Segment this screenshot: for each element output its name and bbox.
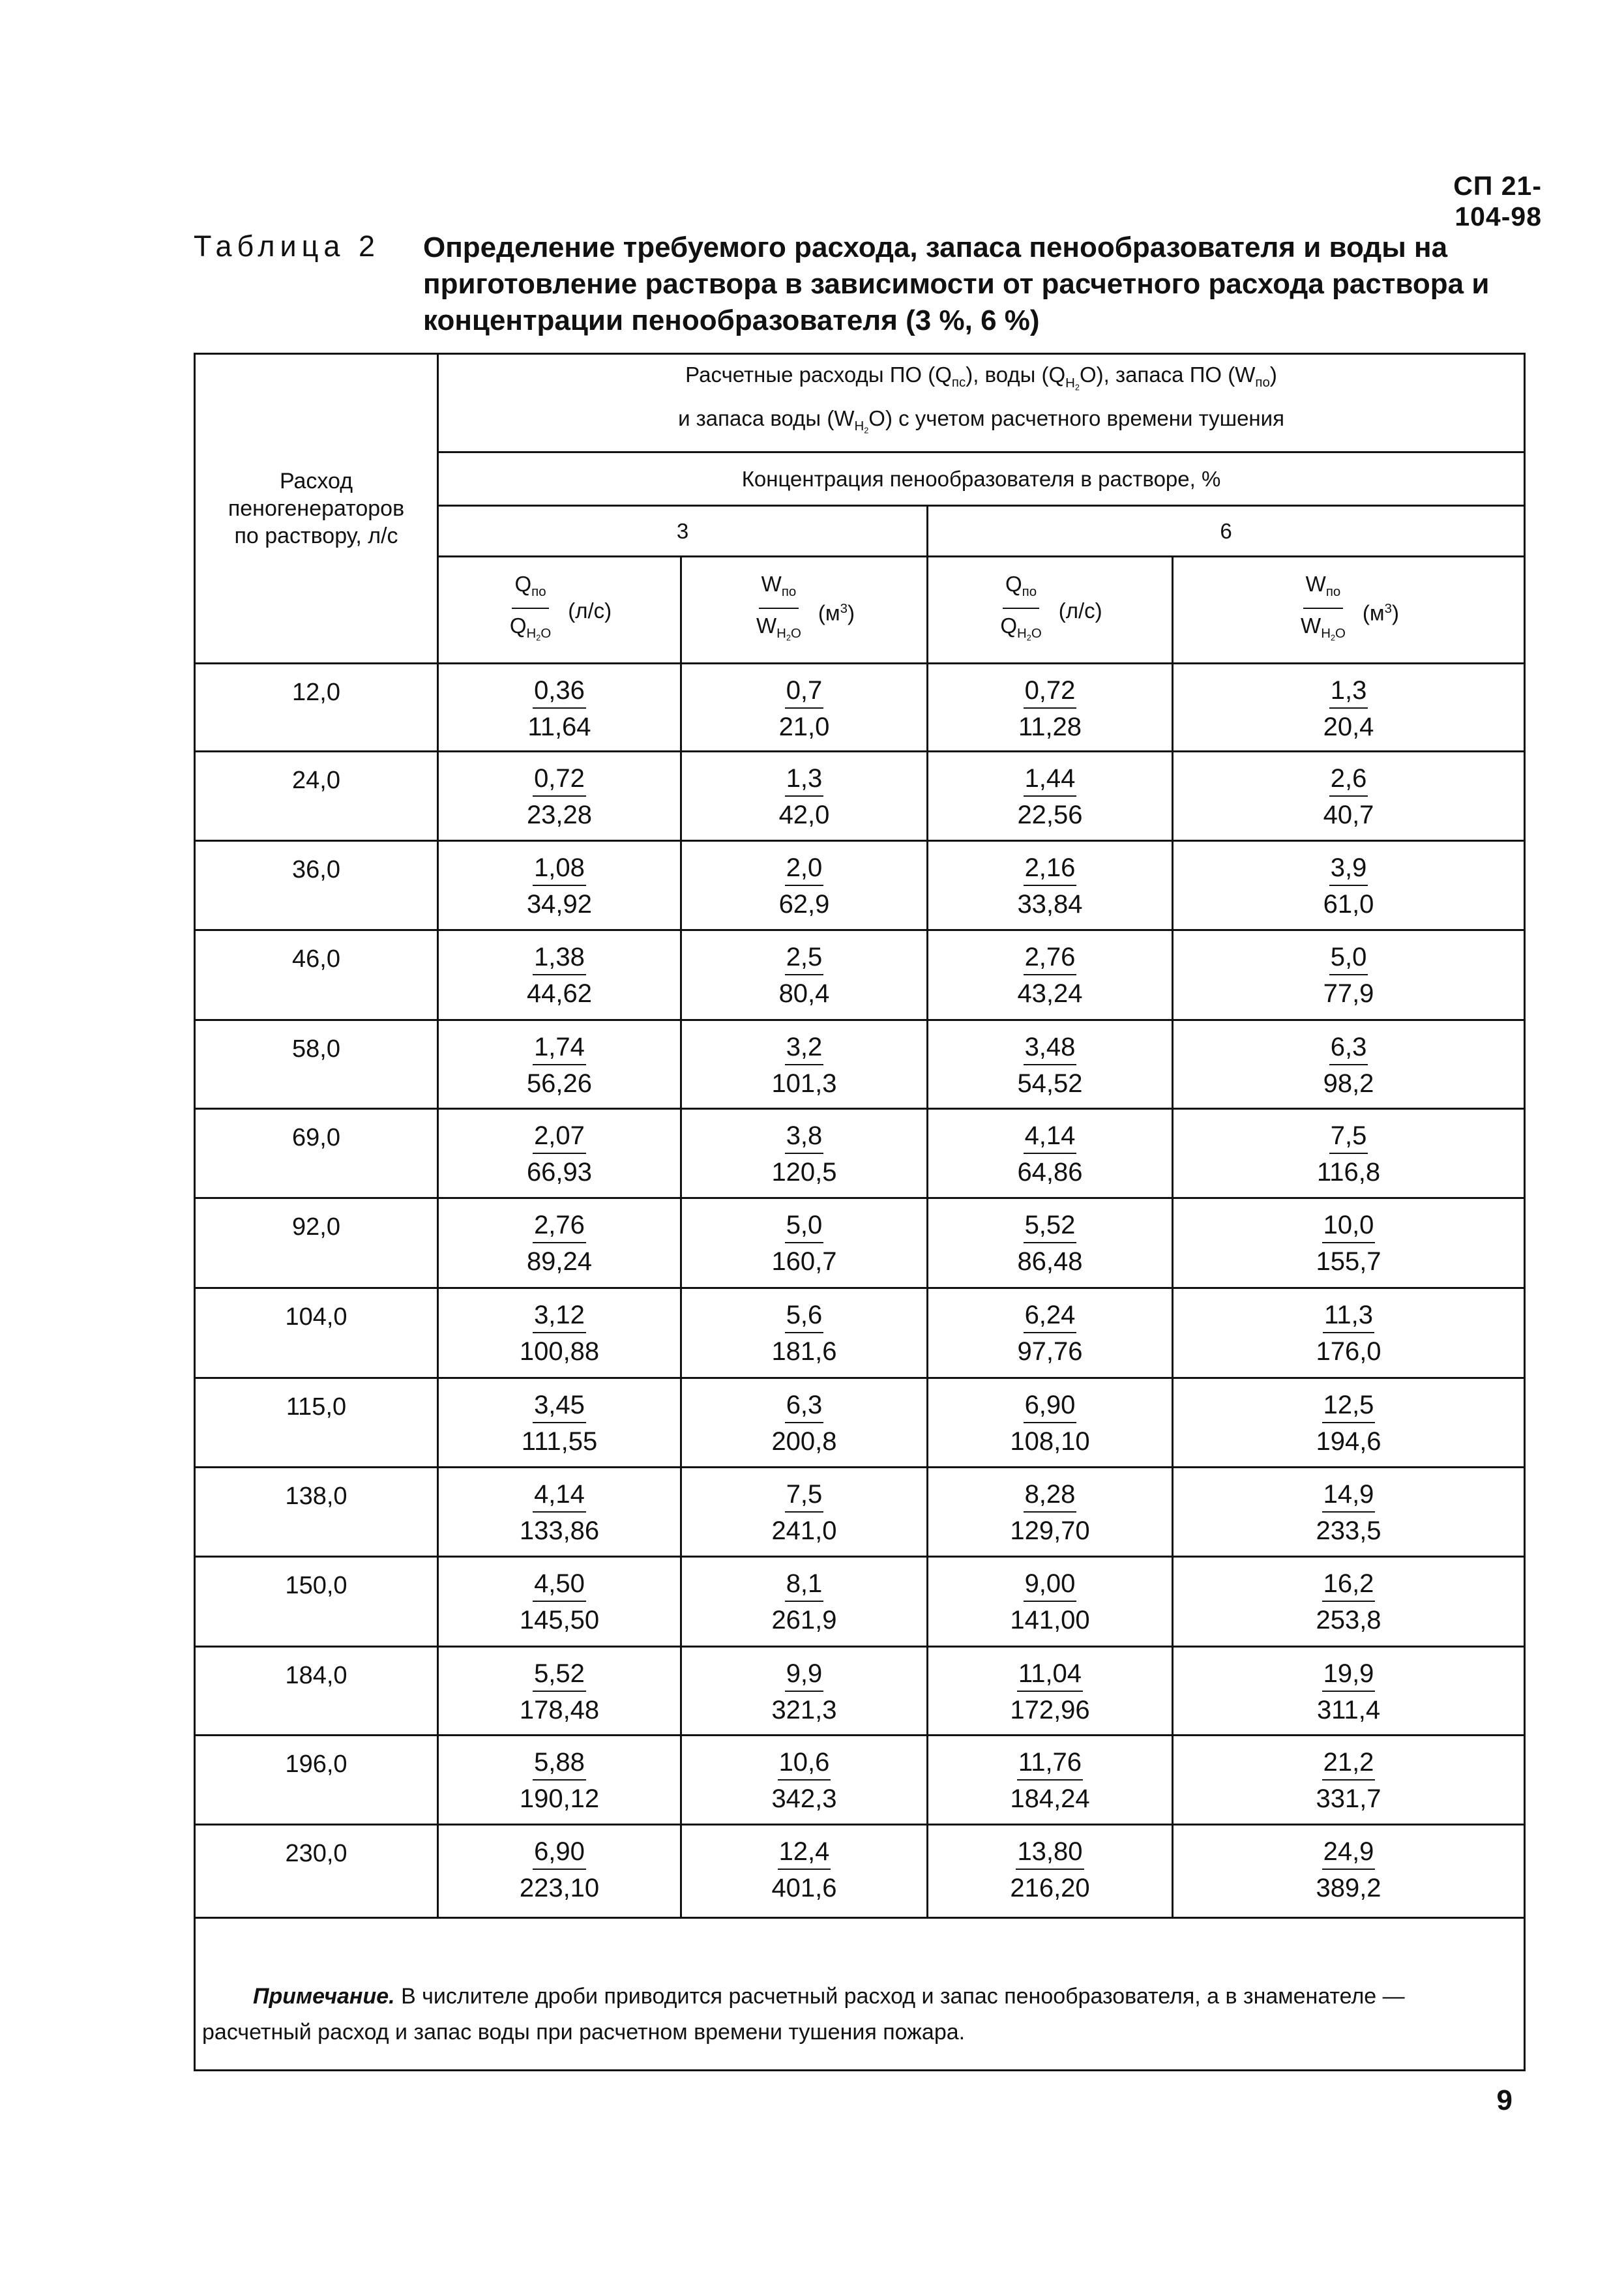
denominator: 116,8 [1316, 1158, 1381, 1187]
numerator: 2,76 [533, 1209, 586, 1243]
rate-cell: 104,0 [195, 1288, 438, 1378]
rate-column-header: Расход пеногенераторов по раствору, л/с [195, 354, 438, 664]
denominator: 101,3 [771, 1069, 837, 1099]
denominator: 33,84 [1017, 889, 1083, 919]
value-fraction [771, 1299, 836, 1367]
rate-cell: 92,0 [195, 1198, 438, 1288]
denominator: 145,50 [519, 1606, 600, 1635]
numerator: 11,76 [1017, 1747, 1083, 1781]
numerator: 2,5 [785, 941, 824, 975]
value-fraction [1323, 675, 1374, 743]
numerator: 1,3 [1329, 675, 1368, 709]
concentration-3-header: 3 [438, 506, 928, 557]
concentration-header: Концентрация пенообразователя в растворе, % [438, 452, 1525, 506]
denominator: 241,0 [771, 1516, 837, 1545]
value-fraction [771, 1836, 836, 1904]
denominator: 66,93 [526, 1158, 593, 1187]
denominator: 342,3 [771, 1784, 837, 1814]
rate-cell: 184,0 [195, 1647, 438, 1736]
numerator: 16,2 [1322, 1568, 1376, 1602]
denominator: 44,62 [526, 979, 593, 1008]
rate-cell: 196,0 [195, 1736, 438, 1825]
numerator: 9,9 [785, 1658, 824, 1692]
w3-cell [681, 1825, 928, 1917]
numerator: 6,24 [1024, 1299, 1077, 1333]
value-fraction [1323, 763, 1374, 831]
numerator: 1,08 [533, 852, 586, 886]
w6-cell [1173, 1736, 1525, 1825]
q3-cell [438, 1378, 681, 1467]
group-header [438, 354, 1525, 452]
numerator: 13,80 [1016, 1836, 1084, 1870]
denominator: 321,3 [771, 1696, 837, 1725]
value-fraction [527, 1120, 592, 1188]
rate-cell: 138,0 [195, 1467, 438, 1556]
numerator: 6,3 [1329, 1031, 1368, 1065]
numerator: 3,45 [533, 1389, 586, 1423]
denominator: 34,92 [526, 889, 593, 919]
denominator: 129,70 [1010, 1516, 1090, 1545]
numerator: 3,9 [1329, 852, 1368, 886]
denominator: 160,7 [771, 1247, 837, 1277]
numerator: 11,04 [1017, 1658, 1083, 1692]
numerator: 4,14 [533, 1479, 586, 1513]
denominator: 253,8 [1316, 1606, 1381, 1635]
w6-cell [1173, 1020, 1525, 1109]
denominator: 111,55 [521, 1426, 598, 1456]
numerator: 0,7 [785, 675, 824, 709]
table-row [195, 1198, 1525, 1288]
denominator: 77,9 [1323, 979, 1374, 1008]
q3-cell [438, 1288, 681, 1378]
value-fraction [520, 1747, 599, 1814]
value-fraction [771, 1389, 836, 1457]
q6-cell [928, 930, 1173, 1020]
denominator: 11,28 [1018, 712, 1082, 741]
value-fraction [1017, 1299, 1082, 1367]
denominator: 89,24 [526, 1247, 593, 1277]
numerator: 2,76 [1024, 941, 1077, 975]
value-fraction [1010, 1747, 1089, 1814]
numerator: 7,5 [1329, 1120, 1368, 1154]
q6-cell [928, 1467, 1173, 1556]
table-row [195, 1288, 1525, 1378]
denominator: 133,86 [519, 1516, 600, 1545]
q6-cell [928, 1736, 1173, 1825]
table-row [195, 751, 1525, 840]
consumption-table [194, 353, 1526, 2071]
denominator: 311,4 [1316, 1696, 1381, 1725]
w6-cell [1173, 930, 1525, 1020]
denominator: 80,4 [778, 979, 830, 1008]
w6-cell [1173, 663, 1525, 751]
q3-cell [438, 1825, 681, 1917]
q6-cell [928, 1378, 1173, 1467]
value-fraction [520, 1299, 599, 1367]
numerator: 1,74 [533, 1031, 586, 1065]
numerator: 1,3 [785, 763, 824, 797]
numerator: 0,72 [533, 763, 586, 797]
numerator: 2,6 [1329, 763, 1368, 797]
note-label: Примечание. [253, 1983, 395, 2009]
value-fraction [1323, 1031, 1374, 1099]
value-fraction [1010, 1658, 1089, 1726]
w3-cell [681, 930, 928, 1020]
numerator: 10,0 [1322, 1209, 1376, 1243]
value-fraction [779, 675, 830, 743]
w-header-6: $\frac{W_{по}}{W_{H_2O}}$ $(м^3)$ [1173, 557, 1525, 663]
numerator: 5,0 [1329, 941, 1368, 975]
numerator: 6,90 [1024, 1389, 1077, 1423]
q6-cell [928, 840, 1173, 930]
value-fraction [1316, 1479, 1381, 1546]
q3-cell [438, 1647, 681, 1736]
table-title: Определение требуемого расхода, запаса пенообразователя и воды на приготовление раствора в зависимости от расчетного расхода раствора и концентрации пенообразователя (3 %, 6 %) [423, 231, 1490, 336]
q6-cell [928, 1288, 1173, 1378]
denominator: 172,96 [1010, 1696, 1090, 1725]
numerator: 1,44 [1024, 763, 1077, 797]
value-fraction [1017, 1209, 1082, 1277]
denominator: 100,88 [519, 1337, 600, 1366]
rate-cell: 150,0 [195, 1557, 438, 1647]
w3-cell [681, 1467, 928, 1556]
denominator: 86,48 [1017, 1247, 1083, 1277]
table-row [195, 840, 1525, 930]
denominator: 21,0 [778, 712, 830, 741]
w-header-3: $\frac{W_{по}}{W_{H_2O}}$ $(м^3)$ [681, 557, 928, 663]
table-row [195, 1647, 1525, 1736]
value-fraction [1018, 675, 1082, 743]
numerator: 7,5 [785, 1479, 824, 1513]
rate-cell: 115,0 [195, 1378, 438, 1467]
value-fraction [527, 941, 592, 1009]
table-row [195, 1109, 1525, 1198]
q-header-3: $\frac{Q_{по}}{Q_{H_2O}}$ (л/с) [438, 557, 681, 663]
value-fraction [1010, 1389, 1089, 1457]
value-fraction [527, 852, 592, 920]
table-row [195, 663, 1525, 751]
value-fraction [1316, 1836, 1381, 1904]
note-text: В числителе дроби приводится расчетный расход и запас пенообразователя, а в знаменателе — расчетный расход и запас воды при расчетном времени тушения пожара. [202, 1983, 1405, 2045]
denominator: 40,7 [1323, 800, 1374, 829]
numerator: 12,5 [1322, 1389, 1376, 1423]
value-fraction [1017, 941, 1082, 1009]
w6-cell [1173, 840, 1525, 930]
denominator: 389,2 [1316, 1874, 1381, 1903]
page-number: 9 [1496, 2084, 1513, 2116]
numerator: 2,07 [533, 1120, 586, 1154]
numerator: 19,9 [1322, 1658, 1376, 1692]
value-fraction [1323, 941, 1374, 1009]
denominator: 56,26 [526, 1069, 593, 1099]
denominator: 223,10 [519, 1874, 600, 1903]
table-row [195, 1467, 1525, 1556]
w3-cell [681, 663, 928, 751]
numerator: 6,3 [785, 1389, 824, 1423]
numerator: 3,2 [785, 1031, 824, 1065]
q6-cell [928, 1557, 1173, 1647]
denominator: 141,00 [1010, 1606, 1090, 1635]
value-fraction [771, 1568, 836, 1636]
denominator: 62,9 [778, 889, 830, 919]
numerator: 3,8 [785, 1120, 824, 1154]
rate-cell: 230,0 [195, 1825, 438, 1917]
numerator: 21,2 [1322, 1747, 1376, 1781]
w3-cell [681, 1288, 928, 1378]
numerator: 8,28 [1024, 1479, 1077, 1513]
table-row [195, 1378, 1525, 1467]
q6-cell [928, 1647, 1173, 1736]
value-fraction [527, 763, 592, 831]
w6-cell [1173, 1288, 1525, 1378]
numerator: 0,72 [1024, 675, 1077, 709]
numerator: 3,12 [533, 1299, 586, 1333]
value-fraction [1010, 1479, 1089, 1546]
value-fraction [1010, 1568, 1089, 1636]
q3-cell [438, 1557, 681, 1647]
value-fraction [771, 1479, 836, 1546]
w3-cell [681, 1557, 928, 1647]
value-fraction [771, 1120, 836, 1188]
denominator: 190,12 [519, 1784, 600, 1814]
w3-cell [681, 840, 928, 930]
denominator: 64,86 [1017, 1158, 1083, 1187]
denominator: 200,8 [771, 1426, 837, 1456]
q3-cell [438, 840, 681, 930]
denominator: 54,52 [1017, 1069, 1083, 1099]
numerator: 1,38 [533, 941, 586, 975]
value-fraction [1316, 1299, 1381, 1367]
value-fraction [771, 1209, 836, 1277]
w3-cell [681, 751, 928, 840]
denominator: 11,64 [527, 712, 591, 741]
value-fraction [1017, 852, 1082, 920]
value-fraction [779, 941, 830, 1009]
concentration-6-header: 6 [928, 506, 1525, 557]
note-cell [195, 1917, 1525, 2070]
denominator: 120,5 [771, 1158, 837, 1187]
numerator: 5,88 [533, 1747, 586, 1781]
denominator: 23,28 [526, 800, 593, 829]
value-fraction [520, 1568, 599, 1636]
table-note [202, 1979, 1512, 2050]
w3-cell [681, 1736, 928, 1825]
value-fraction [771, 1658, 836, 1726]
w3-cell [681, 1378, 928, 1467]
q3-cell [438, 1020, 681, 1109]
w6-cell [1173, 1557, 1525, 1647]
value-fraction [522, 1389, 597, 1457]
numerator: 14,9 [1322, 1479, 1376, 1513]
value-fraction [520, 1479, 599, 1546]
rate-cell: 58,0 [195, 1020, 438, 1109]
value-fraction [1316, 1209, 1381, 1277]
denominator: 43,24 [1017, 979, 1083, 1008]
q3-cell [438, 663, 681, 751]
rate-cell: 46,0 [195, 930, 438, 1020]
denominator: 22,56 [1017, 800, 1083, 829]
denominator: 216,20 [1010, 1874, 1090, 1903]
value-fraction [520, 1658, 599, 1726]
q3-cell [438, 1736, 681, 1825]
numerator: 8,1 [785, 1568, 824, 1602]
note-row [195, 1917, 1525, 2070]
table-row [195, 1020, 1525, 1109]
q3-cell [438, 930, 681, 1020]
denominator: 61,0 [1323, 889, 1374, 919]
value-fraction [1017, 1120, 1082, 1188]
denominator: 233,5 [1316, 1516, 1381, 1545]
w6-cell [1173, 1647, 1525, 1736]
q3-cell [438, 1198, 681, 1288]
q6-cell [928, 751, 1173, 840]
w6-cell [1173, 1198, 1525, 1288]
w6-cell [1173, 1467, 1525, 1556]
w6-cell [1173, 751, 1525, 840]
numerator: 6,90 [533, 1836, 586, 1870]
numerator: 12,4 [778, 1836, 831, 1870]
value-fraction [520, 1836, 599, 1904]
w3-cell [681, 1109, 928, 1198]
denominator: 181,6 [771, 1337, 837, 1366]
value-fraction [1017, 1031, 1082, 1099]
numerator: 9,00 [1024, 1568, 1077, 1602]
numerator: 4,14 [1024, 1120, 1077, 1154]
group-header-line-2: и запаса воды $(W_{H_2}O)$ с учетом расчетного времени тушения [678, 406, 1284, 436]
denominator: 108,10 [1010, 1426, 1090, 1456]
denominator: 401,6 [771, 1874, 837, 1903]
numerator: 3,48 [1024, 1031, 1077, 1065]
group-header-line-1: Расчетные расходы ПО $(Q_{пс})$, воды $(Q_{H_2}O)$, запаса ПО $(W_{по})$ [685, 362, 1277, 392]
q6-cell [928, 1825, 1173, 1917]
numerator: 2,16 [1024, 852, 1077, 886]
numerator: 24,9 [1322, 1836, 1376, 1870]
value-fraction [1316, 1747, 1381, 1814]
denominator: 184,24 [1010, 1784, 1090, 1814]
denominator: 176,0 [1316, 1337, 1381, 1366]
denominator: 155,7 [1316, 1247, 1381, 1277]
q6-cell [928, 1020, 1173, 1109]
q3-cell [438, 1109, 681, 1198]
numerator: 0,36 [533, 675, 586, 709]
value-fraction [527, 1209, 592, 1277]
q6-cell [928, 663, 1173, 751]
numerator: 11,3 [1323, 1299, 1374, 1333]
rate-cell: 69,0 [195, 1109, 438, 1198]
value-fraction [1316, 1389, 1381, 1457]
numerator: 4,50 [533, 1568, 586, 1602]
numerator: 10,6 [778, 1747, 831, 1781]
value-fraction [771, 1031, 836, 1099]
value-fraction [779, 763, 830, 831]
denominator: 331,7 [1316, 1784, 1381, 1814]
rate-cell: 36,0 [195, 840, 438, 930]
header-row-1 [195, 354, 1525, 452]
table-label: Таблица 2 [194, 229, 380, 263]
rate-cell: 12,0 [195, 663, 438, 751]
denominator: 178,48 [519, 1696, 600, 1725]
denominator: 98,2 [1323, 1069, 1374, 1099]
value-fraction [1323, 852, 1374, 920]
value-fraction [1316, 1568, 1381, 1636]
q6-cell [928, 1109, 1173, 1198]
denominator: 261,9 [771, 1606, 837, 1635]
value-fraction [527, 1031, 592, 1099]
table-row [195, 1825, 1525, 1917]
value-fraction [1317, 1120, 1380, 1188]
value-fraction [527, 675, 591, 743]
numerator: 5,52 [1024, 1209, 1077, 1243]
rate-cell: 24,0 [195, 751, 438, 840]
table-row [195, 1736, 1525, 1825]
q3-cell [438, 751, 681, 840]
numerator: 2,0 [785, 852, 824, 886]
document-code: СП 21-104-98 [1453, 171, 1542, 231]
q-header-6: $\frac{Q_{по}}{Q_{H_2O}}$ (л/с) [928, 557, 1173, 663]
value-fraction [1317, 1658, 1380, 1726]
numerator: 5,6 [785, 1299, 824, 1333]
w6-cell [1173, 1825, 1525, 1917]
w3-cell [681, 1647, 928, 1736]
numerator: 5,52 [533, 1658, 586, 1692]
q6-cell [928, 1198, 1173, 1288]
denominator: 42,0 [778, 800, 830, 829]
table-row [195, 1557, 1525, 1647]
denominator: 97,76 [1017, 1337, 1083, 1366]
value-fraction [1017, 763, 1082, 831]
table-row [195, 930, 1525, 1020]
w6-cell [1173, 1378, 1525, 1467]
numerator: 5,0 [785, 1209, 824, 1243]
value-fraction [1010, 1836, 1089, 1904]
value-fraction [771, 1747, 836, 1814]
w3-cell [681, 1198, 928, 1288]
denominator: 20,4 [1323, 712, 1374, 741]
q3-cell [438, 1467, 681, 1556]
w6-cell [1173, 1109, 1525, 1198]
denominator: 194,6 [1316, 1426, 1381, 1456]
w3-cell [681, 1020, 928, 1109]
value-fraction [779, 852, 830, 920]
